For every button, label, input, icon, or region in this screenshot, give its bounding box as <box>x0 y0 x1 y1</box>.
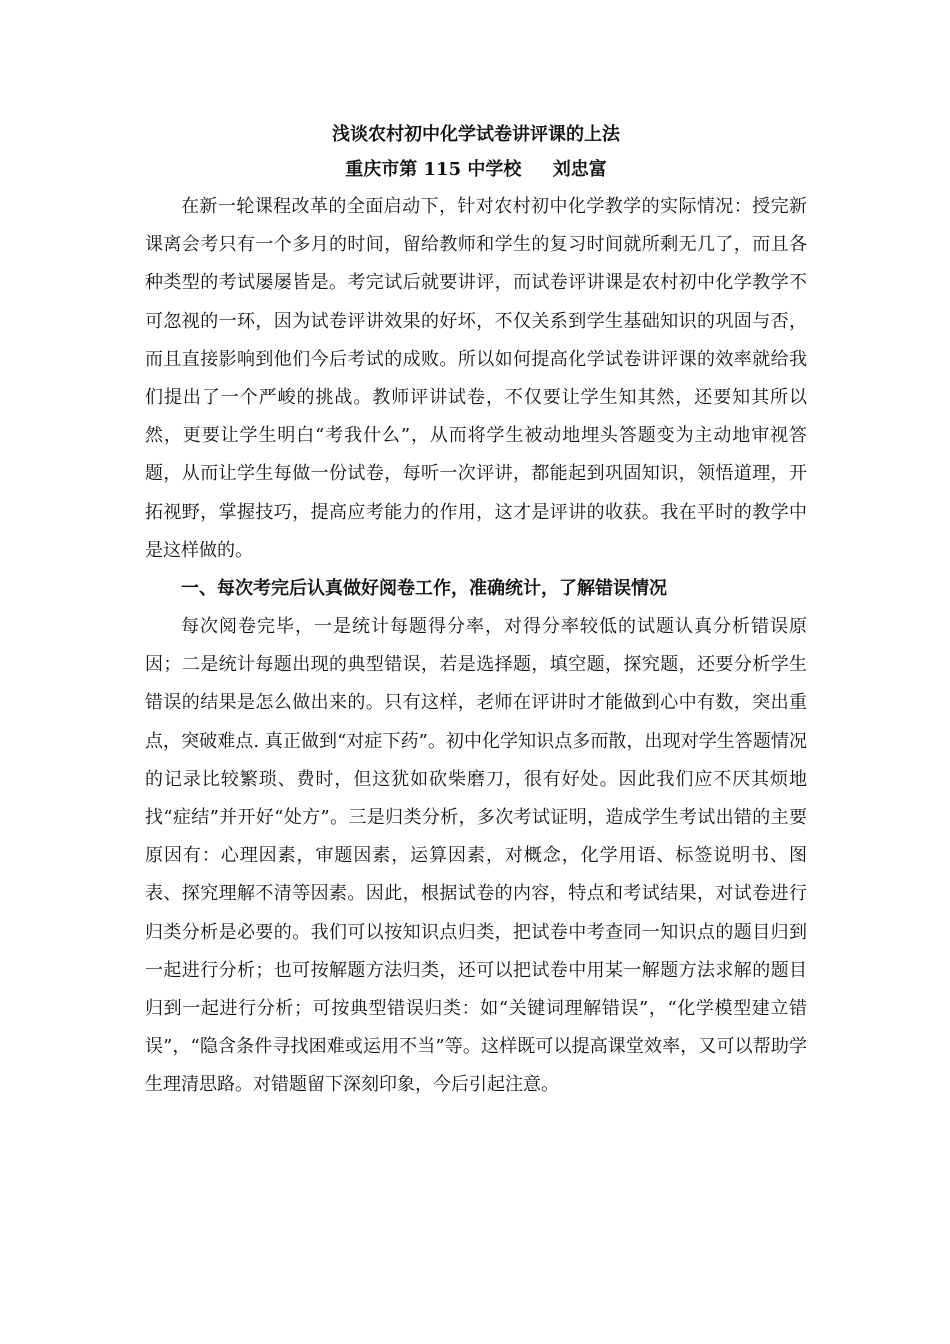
section-heading: 一、每次考完后认真做好阅卷工作，准确统计，了解错误情况 <box>181 578 667 600</box>
document-page <box>145 118 807 1105</box>
intro-paragraph: 在新一轮课程改革的全面启动下，针对农村初中化学教学的实际情况：授完新课离会考只有一个多月的时间，留给教师和学生的复习时间就所剩无几了，而且各种类型的考试屡屡皆是。考完试后就要讲评，而试卷评讲课是农村初中化学教学不可忽视的一环，因为试卷评讲效果的好坏，不仅关系到学生基础知识的巩固与否，而且直接影响到他们今后考试的成败。所以如何提高化学试卷讲评课的效率就给我们提出了一个严峻的挑战。教师评讲试卷，不仅要让学生知其然，还要知其所以然，更要让学生明白“考我什么”，从而将学生被动地埋头答题变为主动地审视答题，从而让学生每做一份试卷，每听一次评讲，都能起到巩固知识，领悟道理，开拓视野，掌握技巧，提高应考能力的作用，这才是评讲的收获。我在平时的教学中是这样做的。 <box>145 196 807 561</box>
document-title: 浅谈农村初中化学试卷讲评课的上法 <box>332 124 620 145</box>
author-byline: 重庆市第 115 中学校 刘忠富 <box>345 159 607 180</box>
body-paragraph: 每次阅卷完毕，一是统计每题得分率，对得分率较低的试题认真分析错误原因；二是统计每题出现的典型错误，若是选择题，填空题，探究题，还要分析学生错误的结果是怎么做出来的。只有这样，老师在评讲时才能做到心中有数，突出重点，突破难点. 真正做到“对症下药”。初中化学知识点多而散，出现对学生答题情况的记录比较繁琐、费时，但这犹如砍柴磨刀，很有好处。因此我们应不厌其烦地找“症结”并开好“处方”。三是归类分析，多次考试证明，造成学生考试出错的主要原因有：心理因素，审题因素，运算因素，对概念，化学用语、标签说明书、图表、探究理解不清等因素。因此，根据试卷的内容，特点和考试结果，对试卷进行归类分析是必要的。我们可以按知识点归类，把试卷中考查同一知识点的题目归到一起进行分析；也可按解题方法归类，还可以把试卷中用某一解题方法求解的题目归到一起进行分析；可按典型错误归类：如“关键词理解错误”，“化学模型建立错误”，“隐含条件寻找困难或运用不当”等。这样既可以提高课堂效率，又可以帮助学生理清思路。对错题留下深刻印象，今后引起注意。 <box>145 616 807 1096</box>
